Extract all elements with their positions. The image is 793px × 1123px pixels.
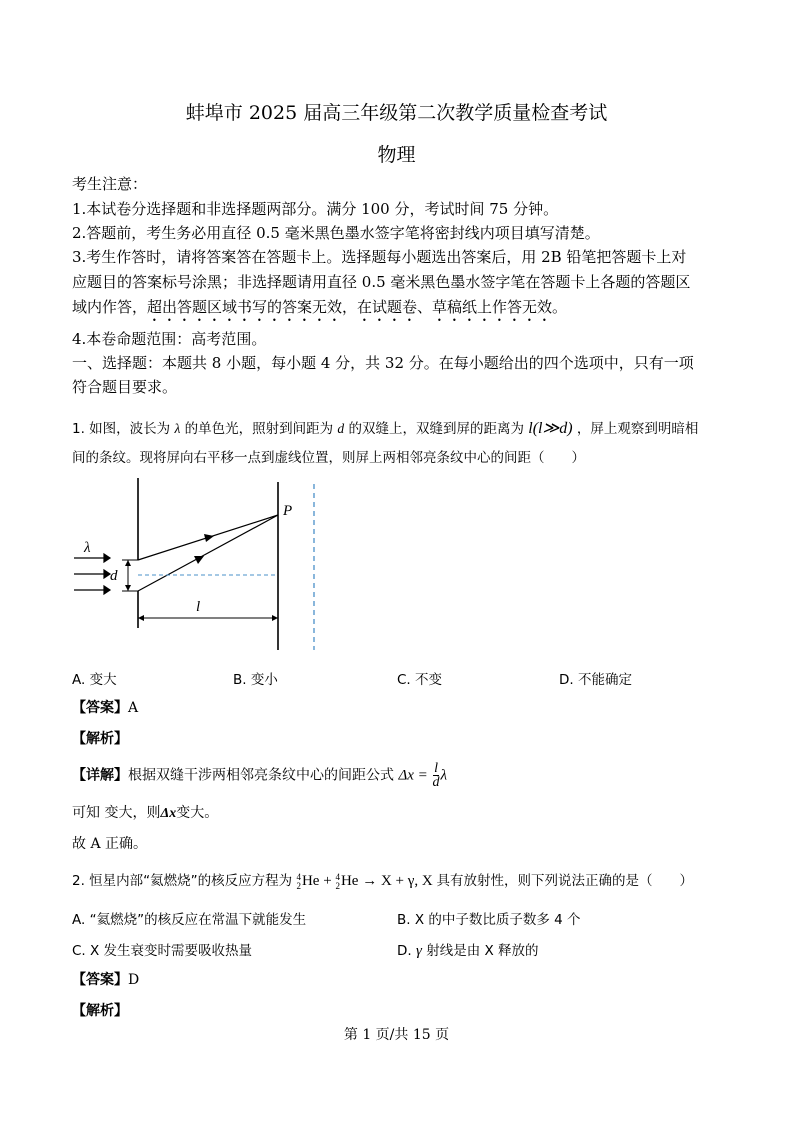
q1-option-d: D. 不能确定 [559,672,632,688]
q2-answer: 【答案】D [72,972,140,988]
nuclear-equation: 4 2 He + 4 2 He → X + γ, X [296,871,433,891]
q1-analysis-tag: 【解析】 [72,731,128,747]
p-label: P [283,503,293,519]
q1-option-c: C. 不变 [397,672,443,688]
q1-conclusion: 可知 变大，则Δx变大。 [72,805,219,821]
q1-detail: 【详解】根据双缝干涉两相邻亮条纹中心的间距公式 Δx = $\frac{l}{d}$ λ [72,761,448,790]
q1-option-a: A. 变大 [72,672,117,688]
notice-item-3-line-2: 应题目的答案标号涂黑；非选择题请用直径 0.5 毫米黑色墨水签字笔在答题卡上各题的答题区 [72,273,691,291]
notice-item-1: 1.本试卷分选择题和非选择题两部分。满分 100 分，考试时间 75 分钟。 [72,200,559,218]
q1-final: 故 A 正确。 [72,836,148,852]
q1-stem-line-1: 1. 如图，波长为 λ 的单色光，照射到间距为 d 的双缝上，双缝到屏的距离为 l(l≫d) ，屏上观察到明暗相 [72,420,699,437]
notice-item-4: 4.本卷命题范围：高考范围。 [72,330,267,348]
notice-item-3-line-1: 3.考生作答时，请将答案答在答题卡上。选择题每小题选出答案后，用 2B 铅笔把答题卡上对 [72,248,687,266]
q2-analysis-tag: 【解析】 [72,1003,128,1019]
section-1-intro-line-2: 符合题目要求。 [72,378,178,396]
q2-option-b: B. X 的中子数比质子数多 4 个 [397,912,581,928]
incident-light-arrows [74,554,110,594]
q2-option-d: D. γ 射线是由 X 释放的 [397,943,539,959]
d-label: d [110,568,118,584]
lambda-label: λ [84,540,91,556]
q1-stem-line-2: 间的条纹。现将屏向右平移一点到虚线位置，则屏上两相邻亮条纹中心的间距（ ） [72,450,585,466]
section-1-intro-line-1: 一、选择题：本题共 8 小题，每小题 4 分，共 32 分。在每小题给出的四个选项中，只有一项 [72,354,694,372]
q2-option-c: C. X 发生衰变时需要吸收热量 [72,943,253,959]
q2-option-a: A. “氦燃烧”的核反应在常温下就能发生 [72,912,307,928]
l-label: l [196,599,201,615]
q1-option-b: B. 变小 [233,672,278,688]
subject-title: 物理 [377,144,416,166]
double-slit-diagram [66,478,336,654]
notice-item-2: 2.答题前，考生务必用直径 0.5 毫米黑色墨水签字笔将密封线内项目填写清楚。 [72,224,600,242]
exam-title: 蚌埠市 2025 届高三年级第二次教学质量检查考试 [185,102,608,124]
emphasized-warning: 超出答题区域书写的答案无效，在试题卷、草稿纸上作答无效 [147,298,553,316]
page-number: 第 1 页/共 15 页 [343,1027,450,1043]
formula-fraction: $\frac{l}{d}$ [432,761,440,790]
notice-item-3-line-3: 域内作答，超出答题区域书写的答案无效，在试题卷、草稿纸上作答无效。 [72,298,568,316]
q1-answer: 【答案】A [72,700,139,716]
q2-stem: 2. 恒星内部“氦燃烧”的核反应方程为 4 2 He + 4 2 He → X + γ, X 具有放射性，则下列说法正确的是（ ） [72,871,693,891]
notice-heading: 考生注意： [72,175,148,193]
